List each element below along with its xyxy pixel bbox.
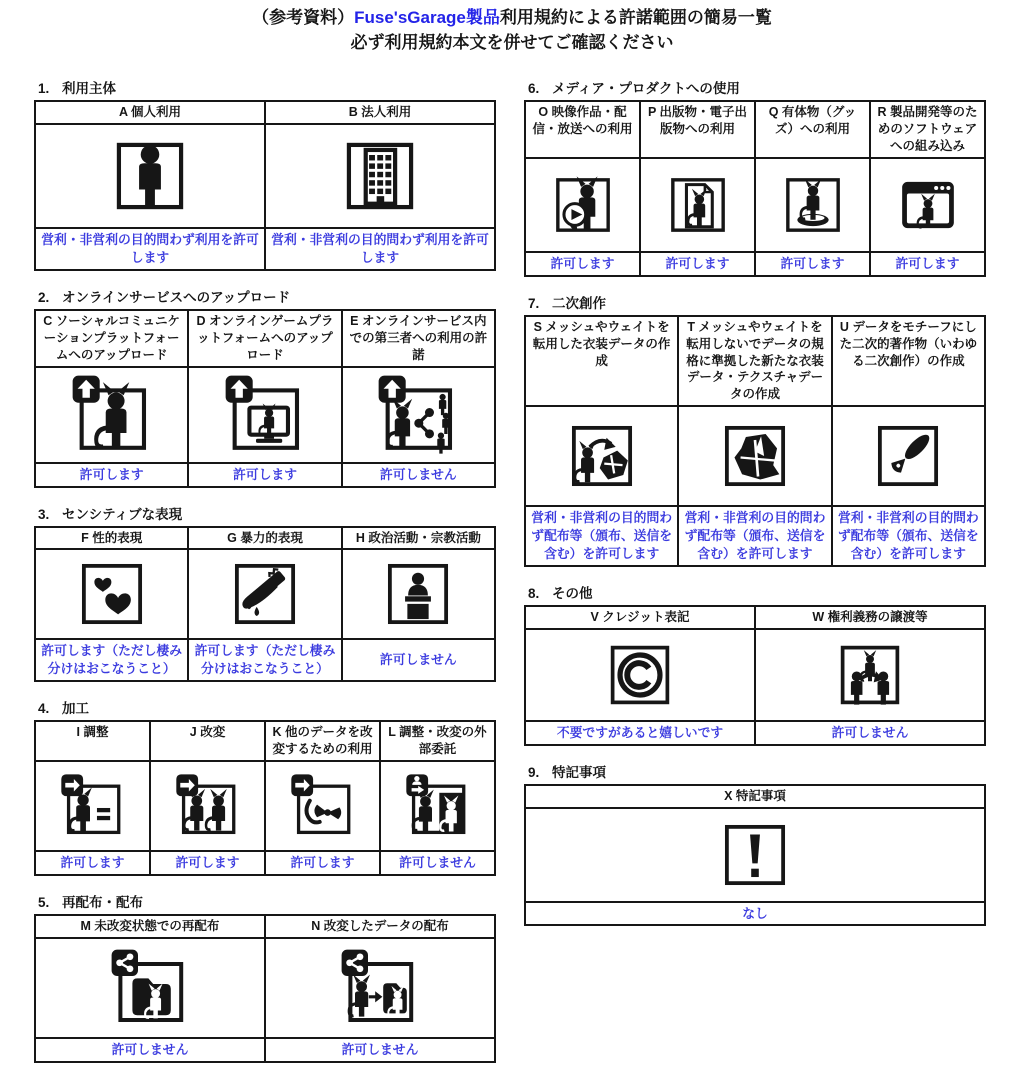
cell-status-K: 許可します — [265, 851, 380, 875]
upload-cat-monitor-icon — [224, 374, 306, 456]
section-number: 2. — [38, 289, 50, 305]
permission-table-5 — [34, 914, 496, 1063]
cell-header-K: K 他のデータを改変するための利用 — [265, 721, 380, 761]
icon-cell-O — [525, 158, 640, 252]
modify-ribbon-icon — [290, 773, 356, 839]
icon-cell-M — [35, 938, 265, 1038]
exclamation-icon — [717, 817, 793, 893]
section-processing — [34, 697, 496, 876]
page-title-block — [0, 6, 1024, 55]
cell-status-V: 不要ですがあると嬉しいです — [525, 721, 755, 745]
modify-two-cats-icon — [175, 773, 241, 839]
section-sensitive-expression — [34, 503, 496, 683]
section-other — [524, 582, 986, 746]
section-number: 9. — [528, 764, 540, 780]
section-title: 特記事項 — [552, 764, 606, 780]
cell-header-A: A 個人利用 — [35, 101, 265, 124]
icon-cell-A — [35, 124, 265, 228]
cell-header-Q: Q 有体物（グッズ）への利用 — [755, 101, 870, 158]
outsource-cat-door-icon — [405, 773, 471, 839]
cell-status-C: 許可します — [35, 463, 188, 487]
hearts-icon — [74, 556, 150, 632]
cell-status-N: 許可しません — [265, 1038, 495, 1062]
section-title: メディア・プロダクトへの使用 — [552, 81, 740, 97]
permission-table-2 — [34, 309, 496, 488]
icon-cell-Q — [755, 158, 870, 252]
icon-cell-T — [678, 406, 831, 506]
cell-status-I: 許可します — [35, 851, 150, 875]
section-usage-subject — [34, 77, 496, 271]
title-suffix: 利用規約による許諾範囲の簡易一覧 — [499, 8, 772, 27]
cell-status-G: 許可します（ただし棲み分けはおこなうこと） — [188, 639, 341, 681]
section-heading — [528, 77, 986, 97]
cat-figurine-icon — [779, 171, 847, 239]
software-window-cat-icon — [894, 171, 962, 239]
cell-status-L: 許可しません — [380, 851, 495, 875]
adjust-cat-equal-icon — [60, 773, 126, 839]
section-number: 7. — [528, 295, 540, 311]
share-folder-cat-icon — [110, 948, 190, 1028]
icon-cell-L — [380, 761, 495, 851]
permission-table-6 — [524, 100, 986, 277]
cell-status-W: 許可しません — [755, 721, 985, 745]
icon-cell-F — [35, 549, 188, 639]
cell-header-B: B 法人利用 — [265, 101, 495, 124]
section-title: 利用主体 — [62, 81, 116, 97]
cell-header-T: T メッシュやウェイトを転用しないでデータの規格に準拠した新たな衣装データ・テクスチャデータの作成 — [678, 316, 831, 406]
cell-header-W: W 権利義務の譲渡等 — [755, 606, 985, 629]
cell-header-E: E オンラインサービス内での第三者への利用の許諾 — [342, 310, 495, 367]
icon-cell-J — [150, 761, 265, 851]
cell-header-L: L 調整・改変の外部委託 — [380, 721, 495, 761]
section-heading — [38, 503, 496, 523]
cell-status-Q: 許可します — [755, 252, 870, 276]
icon-cell-H — [342, 549, 495, 639]
page-subtitle: 必ず利用規約本文を併せてご確認ください — [350, 32, 674, 52]
clothes-icon — [717, 418, 793, 494]
icon-cell-P — [640, 158, 755, 252]
upload-cat-share-people-icon — [377, 374, 459, 456]
cell-status-E: 許可しません — [342, 463, 495, 487]
title-brand: Fuse'sGarage製品 — [354, 8, 500, 27]
section-heading — [528, 761, 986, 781]
section-title: 再配布・配布 — [62, 894, 143, 910]
cell-header-I: I 調整 — [35, 721, 150, 761]
icon-cell-I — [35, 761, 150, 851]
cell-status-D: 許可します — [188, 463, 341, 487]
cell-status-H: 許可しません — [342, 639, 495, 681]
cell-header-X: X 特記事項 — [525, 785, 985, 808]
office-building-icon — [338, 134, 422, 218]
icon-cell-W — [755, 629, 985, 721]
permission-table-8 — [524, 605, 986, 746]
cell-header-J: J 改変 — [150, 721, 265, 761]
icon-cell-G — [188, 549, 341, 639]
section-heading — [38, 77, 496, 97]
section-title: その他 — [552, 585, 593, 601]
icon-cell-D — [188, 367, 341, 463]
cat-arrow-clothes-icon — [564, 418, 640, 494]
cell-status-U: 営利・非営利の目的問わず配布等（頒布、送信を含む）を許可します — [832, 506, 985, 566]
cell-header-O: O 映像作品・配信・放送への利用 — [525, 101, 640, 158]
section-online-upload — [34, 286, 496, 488]
icon-cell-S — [525, 406, 678, 506]
title-prefix: （参考資料） — [252, 8, 355, 27]
transfer-people-cat-icon — [833, 638, 907, 712]
section-media-products — [524, 77, 986, 277]
section-special-notes — [524, 761, 986, 927]
cell-status-X: なし — [525, 902, 985, 926]
icon-cell-B — [265, 124, 495, 228]
cell-header-N: N 改変したデータの配布 — [265, 915, 495, 938]
podium-speaker-icon — [380, 556, 456, 632]
person-icon — [108, 134, 192, 218]
cell-status-B: 営利・非営利の目的問わず利用を許可します — [265, 228, 495, 270]
icon-cell-C — [35, 367, 188, 463]
icon-cell-K — [265, 761, 380, 851]
cell-status-R: 許可します — [870, 252, 985, 276]
section-redistribution — [34, 891, 496, 1063]
page-title — [0, 6, 1024, 31]
cell-header-V: V クレジット表記 — [525, 606, 755, 629]
cell-header-D: D オンラインゲームプラットフォームへのアップロード — [188, 310, 341, 367]
cell-header-R: R 製品開発等のためのソフトウェアへの組み込み — [870, 101, 985, 158]
icon-cell-X — [525, 808, 985, 902]
knife-blood-icon — [227, 556, 303, 632]
copyright-icon — [603, 638, 677, 712]
content-columns — [0, 77, 1024, 1077]
share-cat-to-folder-icon — [340, 948, 420, 1028]
cell-status-M: 許可しません — [35, 1038, 265, 1062]
cell-header-P: P 出版物・電子出版物への利用 — [640, 101, 755, 158]
permission-table-3 — [34, 526, 496, 683]
section-number: 5. — [38, 894, 50, 910]
icon-cell-R — [870, 158, 985, 252]
cell-header-U: U データをモチーフにした二次的著作物（いわゆる二次創作）の作成 — [832, 316, 985, 406]
section-title: センシティブな表現 — [62, 506, 183, 522]
cell-header-G: G 暴力的表現 — [188, 527, 341, 550]
cell-status-P: 許可します — [640, 252, 755, 276]
cell-status-S: 営利・非営利の目的問わず配布等（頒布、送信を含む）を許可します — [525, 506, 678, 566]
cell-header-H: H 政治活動・宗教活動 — [342, 527, 495, 550]
section-number: 3. — [38, 506, 50, 522]
section-title: 二次創作 — [552, 295, 606, 311]
left-column — [34, 77, 496, 1077]
permission-table-4 — [34, 720, 496, 876]
right-column — [524, 77, 986, 941]
section-heading — [528, 582, 986, 602]
cell-header-C: C ソーシャルコミュニケーションプラットフォームへのアップロード — [35, 310, 188, 367]
section-derivative-works — [524, 292, 986, 567]
cell-status-O: 許可します — [525, 252, 640, 276]
fountain-pen-icon — [870, 418, 946, 494]
section-number: 8. — [528, 585, 540, 601]
section-heading — [38, 286, 496, 306]
cell-header-M: M 未改変状態での再配布 — [35, 915, 265, 938]
cell-status-A: 営利・非営利の目的問わず利用を許可します — [35, 228, 265, 270]
cell-status-F: 許可します（ただし棲み分けはおこなうこと） — [35, 639, 188, 681]
cell-status-T: 営利・非営利の目的問わず配布等（頒布、送信を含む）を許可します — [678, 506, 831, 566]
document-cat-icon — [664, 171, 732, 239]
cell-header-F: F 性的表現 — [35, 527, 188, 550]
section-heading — [528, 292, 986, 312]
icon-cell-V — [525, 629, 755, 721]
permission-table-1 — [34, 100, 496, 271]
cell-status-J: 許可します — [150, 851, 265, 875]
section-title: 加工 — [62, 701, 89, 717]
section-title: オンラインサービスへのアップロード — [62, 289, 291, 305]
icon-cell-N — [265, 938, 495, 1038]
section-number: 1. — [38, 81, 50, 97]
section-number: 6. — [528, 81, 540, 97]
icon-cell-E — [342, 367, 495, 463]
section-heading — [38, 697, 496, 717]
permission-table-7 — [524, 315, 986, 567]
upload-cat-icon — [71, 374, 153, 456]
icon-cell-U — [832, 406, 985, 506]
section-heading — [38, 891, 496, 911]
section-number: 4. — [38, 701, 50, 717]
permission-table-9 — [524, 784, 986, 927]
cat-play-video-icon — [549, 171, 617, 239]
cell-header-S: S メッシュやウェイトを転用した衣装データの作成 — [525, 316, 678, 406]
